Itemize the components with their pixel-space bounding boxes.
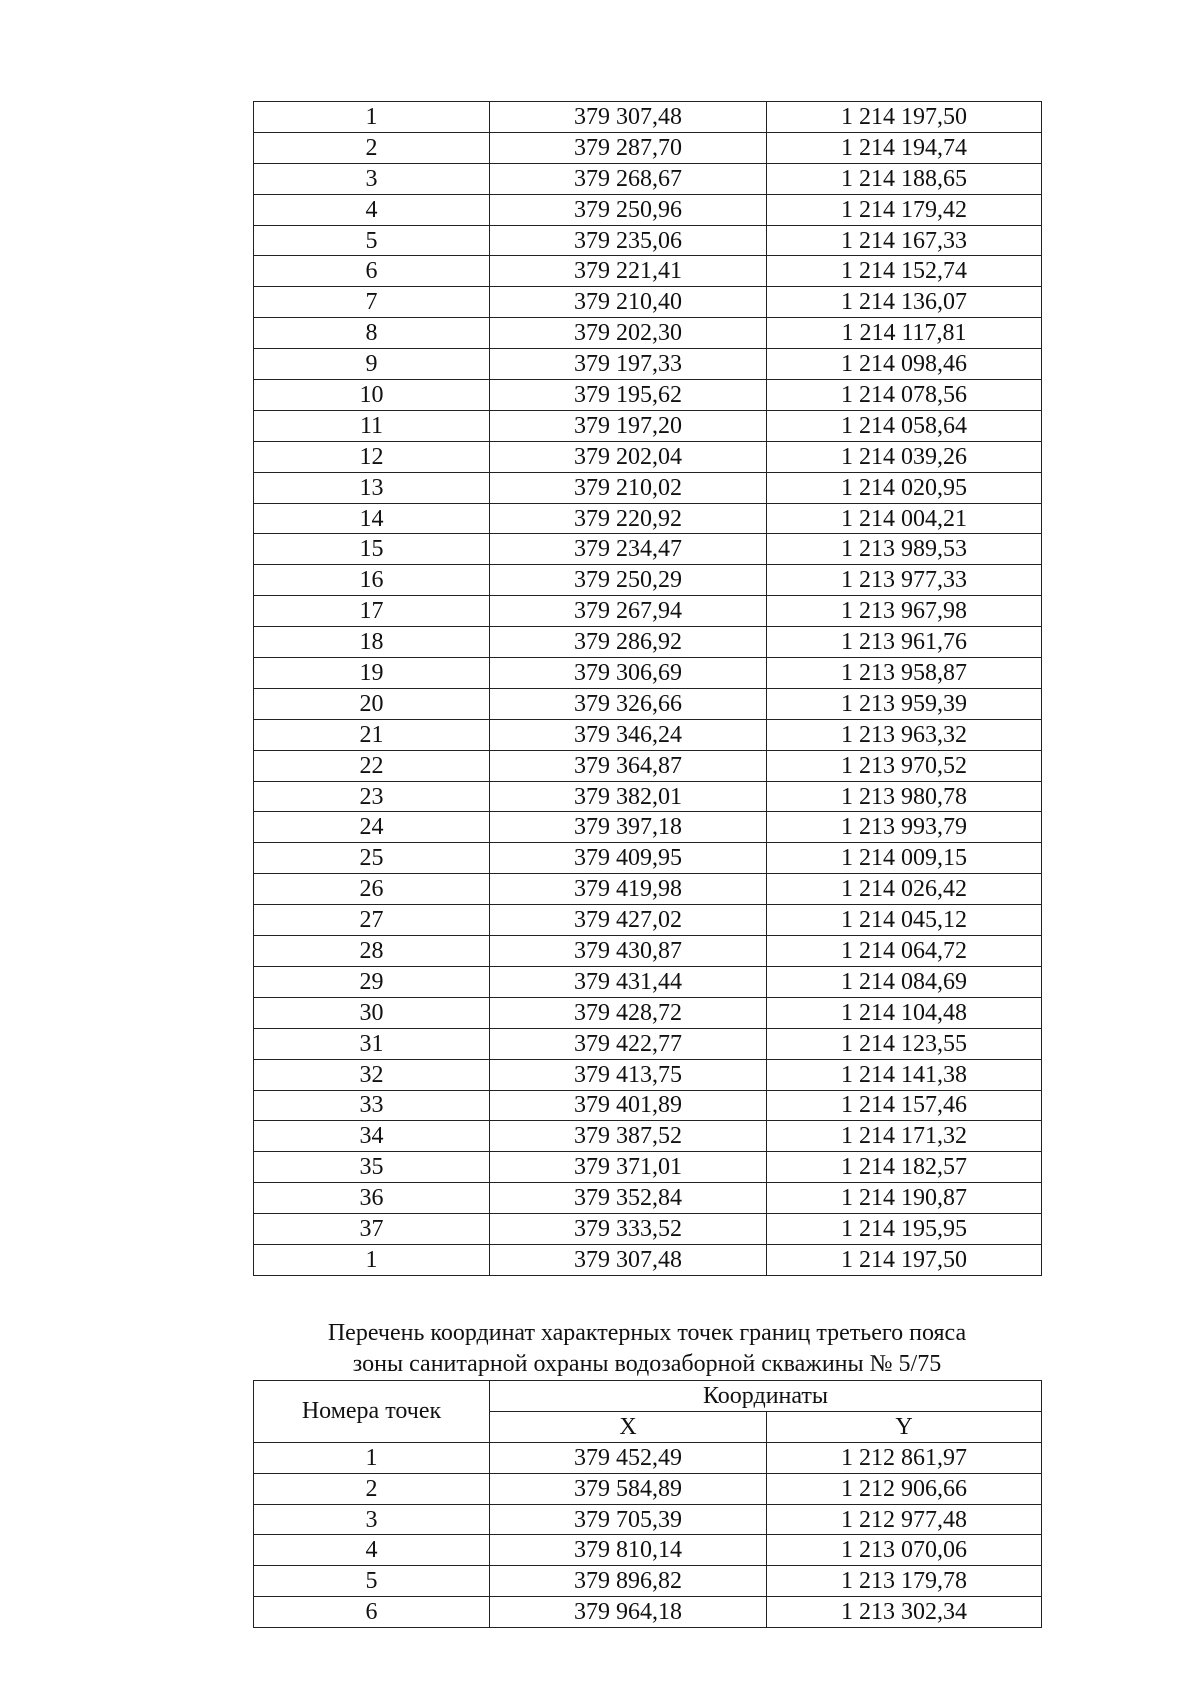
y-header: Y bbox=[767, 1411, 1042, 1442]
coordinates-header: Координаты bbox=[490, 1381, 1042, 1412]
x-header: X bbox=[490, 1411, 767, 1442]
caption-line-2: зоны санитарной охраны водозаборной скважины № 5/75 bbox=[352, 1351, 942, 1377]
table-row bbox=[254, 349, 1042, 380]
x-coordinate-cell: 379 234,47 bbox=[490, 534, 767, 565]
point-number-cell: 22 bbox=[254, 750, 490, 781]
table-row bbox=[254, 1152, 1042, 1183]
x-coordinate-cell: 379 705,39 bbox=[490, 1504, 767, 1535]
table-row bbox=[254, 1183, 1042, 1214]
point-number-cell: 12 bbox=[254, 441, 490, 472]
table-row bbox=[254, 1597, 1042, 1628]
y-coordinate-cell: 1 213 070,06 bbox=[767, 1535, 1042, 1566]
point-number-cell: 37 bbox=[254, 1214, 490, 1245]
table-row bbox=[254, 658, 1042, 689]
x-coordinate-cell: 379 401,89 bbox=[490, 1090, 767, 1121]
table-row bbox=[254, 750, 1042, 781]
x-coordinate-cell: 379 268,67 bbox=[490, 163, 767, 194]
table-row bbox=[254, 503, 1042, 534]
point-number-cell: 29 bbox=[254, 966, 490, 997]
x-coordinate-cell: 379 430,87 bbox=[490, 936, 767, 967]
table-row bbox=[254, 102, 1042, 133]
table-row bbox=[254, 318, 1042, 349]
x-coordinate-cell: 379 413,75 bbox=[490, 1059, 767, 1090]
y-coordinate-cell: 1 214 182,57 bbox=[767, 1152, 1042, 1183]
x-coordinate-cell: 379 428,72 bbox=[490, 997, 767, 1028]
x-coordinate-cell: 379 422,77 bbox=[490, 1028, 767, 1059]
y-coordinate-cell: 1 214 009,15 bbox=[767, 843, 1042, 874]
x-coordinate-cell: 379 364,87 bbox=[490, 750, 767, 781]
table-row bbox=[254, 441, 1042, 472]
x-coordinate-cell: 379 431,44 bbox=[490, 966, 767, 997]
y-coordinate-cell: 1 214 117,81 bbox=[767, 318, 1042, 349]
table-row bbox=[254, 132, 1042, 163]
point-number-cell: 34 bbox=[254, 1121, 490, 1152]
y-coordinate-cell: 1 214 195,95 bbox=[767, 1214, 1042, 1245]
table-row bbox=[254, 225, 1042, 256]
y-coordinate-cell: 1 213 179,78 bbox=[767, 1566, 1042, 1597]
x-coordinate-cell: 379 352,84 bbox=[490, 1183, 767, 1214]
table-row bbox=[254, 596, 1042, 627]
table-row bbox=[254, 163, 1042, 194]
y-coordinate-cell: 1 214 188,65 bbox=[767, 163, 1042, 194]
x-coordinate-cell: 379 195,62 bbox=[490, 380, 767, 411]
x-coordinate-cell: 379 307,48 bbox=[490, 102, 767, 133]
x-coordinate-cell: 379 333,52 bbox=[490, 1214, 767, 1245]
point-number-cell: 16 bbox=[254, 565, 490, 596]
y-coordinate-cell: 1 214 194,74 bbox=[767, 132, 1042, 163]
point-number-cell: 13 bbox=[254, 472, 490, 503]
y-coordinate-cell: 1 213 993,79 bbox=[767, 812, 1042, 843]
y-coordinate-cell: 1 214 026,42 bbox=[767, 874, 1042, 905]
point-number-cell: 7 bbox=[254, 287, 490, 318]
point-number-cell: 30 bbox=[254, 997, 490, 1028]
point-number-cell: 28 bbox=[254, 936, 490, 967]
y-coordinate-cell: 1 214 098,46 bbox=[767, 349, 1042, 380]
table-row bbox=[254, 781, 1042, 812]
point-number-cell: 32 bbox=[254, 1059, 490, 1090]
point-number-cell: 24 bbox=[254, 812, 490, 843]
table-row bbox=[254, 410, 1042, 441]
point-number-cell: 4 bbox=[254, 194, 490, 225]
point-number-cell: 2 bbox=[254, 132, 490, 163]
x-coordinate-cell: 379 235,06 bbox=[490, 225, 767, 256]
point-number-cell: 36 bbox=[254, 1183, 490, 1214]
x-coordinate-cell: 379 306,69 bbox=[490, 658, 767, 689]
point-number-cell: 6 bbox=[254, 1597, 490, 1628]
point-number-cell: 5 bbox=[254, 225, 490, 256]
x-coordinate-cell: 379 202,30 bbox=[490, 318, 767, 349]
y-coordinate-cell: 1 214 152,74 bbox=[767, 256, 1042, 287]
point-number-cell: 17 bbox=[254, 596, 490, 627]
table-row bbox=[254, 1473, 1042, 1504]
table-row bbox=[254, 719, 1042, 750]
y-coordinate-cell: 1 214 064,72 bbox=[767, 936, 1042, 967]
x-coordinate-cell: 379 584,89 bbox=[490, 1473, 767, 1504]
table-row bbox=[254, 1535, 1042, 1566]
point-number-cell: 19 bbox=[254, 658, 490, 689]
y-coordinate-cell: 1 214 004,21 bbox=[767, 503, 1042, 534]
table-row bbox=[254, 1090, 1042, 1121]
table-row bbox=[254, 812, 1042, 843]
point-number-cell: 9 bbox=[254, 349, 490, 380]
x-coordinate-cell: 379 896,82 bbox=[490, 1566, 767, 1597]
point-number-cell: 33 bbox=[254, 1090, 490, 1121]
table-row bbox=[254, 1028, 1042, 1059]
x-coordinate-cell: 379 419,98 bbox=[490, 874, 767, 905]
x-coordinate-cell: 379 267,94 bbox=[490, 596, 767, 627]
table-row bbox=[254, 1214, 1042, 1245]
table-row bbox=[254, 966, 1042, 997]
y-coordinate-cell: 1 214 084,69 bbox=[767, 966, 1042, 997]
y-coordinate-cell: 1 212 861,97 bbox=[767, 1442, 1042, 1473]
y-coordinate-cell: 1 213 967,98 bbox=[767, 596, 1042, 627]
table-row bbox=[254, 380, 1042, 411]
table-row bbox=[254, 565, 1042, 596]
point-number-cell: 27 bbox=[254, 905, 490, 936]
x-coordinate-cell: 379 397,18 bbox=[490, 812, 767, 843]
y-coordinate-cell: 1 212 977,48 bbox=[767, 1504, 1042, 1535]
point-number-cell: 1 bbox=[254, 1244, 490, 1275]
table-row bbox=[254, 256, 1042, 287]
point-number-cell: 8 bbox=[254, 318, 490, 349]
x-coordinate-cell: 379 307,48 bbox=[490, 1244, 767, 1275]
x-coordinate-cell: 379 210,40 bbox=[490, 287, 767, 318]
x-coordinate-cell: 379 287,70 bbox=[490, 132, 767, 163]
y-coordinate-cell: 1 214 020,95 bbox=[767, 472, 1042, 503]
table-row bbox=[254, 1244, 1042, 1275]
table-row bbox=[254, 534, 1042, 565]
table-row bbox=[254, 287, 1042, 318]
y-coordinate-cell: 1 212 906,66 bbox=[767, 1473, 1042, 1504]
y-coordinate-cell: 1 214 179,42 bbox=[767, 194, 1042, 225]
caption-line-1: Перечень координат характерных точек границ третьего пояса bbox=[327, 1320, 967, 1346]
x-coordinate-cell: 379 427,02 bbox=[490, 905, 767, 936]
y-coordinate-cell: 1 214 045,12 bbox=[767, 905, 1042, 936]
point-number-cell: 23 bbox=[254, 781, 490, 812]
point-number-cell: 26 bbox=[254, 874, 490, 905]
table-row bbox=[254, 688, 1042, 719]
x-coordinate-cell: 379 810,14 bbox=[490, 1535, 767, 1566]
x-coordinate-cell: 379 250,96 bbox=[490, 194, 767, 225]
x-coordinate-cell: 379 210,02 bbox=[490, 472, 767, 503]
x-coordinate-cell: 379 202,04 bbox=[490, 441, 767, 472]
point-number-cell: 5 bbox=[254, 1566, 490, 1597]
point-number-cell: 3 bbox=[254, 163, 490, 194]
point-number-cell: 35 bbox=[254, 1152, 490, 1183]
header-row bbox=[254, 1381, 1042, 1412]
y-coordinate-cell: 1 213 977,33 bbox=[767, 565, 1042, 596]
table-body bbox=[254, 102, 1042, 1276]
y-coordinate-cell: 1 213 302,34 bbox=[767, 1597, 1042, 1628]
point-number-cell: 14 bbox=[254, 503, 490, 534]
point-number-cell: 2 bbox=[254, 1473, 490, 1504]
x-coordinate-cell: 379 387,52 bbox=[490, 1121, 767, 1152]
y-coordinate-cell: 1 214 197,50 bbox=[767, 1244, 1042, 1275]
table-row bbox=[254, 627, 1042, 658]
x-coordinate-cell: 379 964,18 bbox=[490, 1597, 767, 1628]
point-number-cell: 31 bbox=[254, 1028, 490, 1059]
x-coordinate-cell: 379 221,41 bbox=[490, 256, 767, 287]
y-coordinate-cell: 1 214 167,33 bbox=[767, 225, 1042, 256]
x-coordinate-cell: 379 197,33 bbox=[490, 349, 767, 380]
table-row bbox=[254, 936, 1042, 967]
y-coordinate-cell: 1 214 197,50 bbox=[767, 102, 1042, 133]
y-coordinate-cell: 1 213 989,53 bbox=[767, 534, 1042, 565]
point-number-cell: 21 bbox=[254, 719, 490, 750]
table-caption bbox=[253, 1318, 1041, 1380]
y-coordinate-cell: 1 214 058,64 bbox=[767, 410, 1042, 441]
coordinates-table-zone-2 bbox=[253, 101, 1042, 1276]
point-number-cell: 20 bbox=[254, 688, 490, 719]
x-coordinate-cell: 379 326,66 bbox=[490, 688, 767, 719]
table-row bbox=[254, 1442, 1042, 1473]
table-row bbox=[254, 997, 1042, 1028]
x-coordinate-cell: 379 409,95 bbox=[490, 843, 767, 874]
point-number-cell: 1 bbox=[254, 102, 490, 133]
table-body bbox=[254, 1442, 1042, 1627]
table-row bbox=[254, 1504, 1042, 1535]
x-coordinate-cell: 379 220,92 bbox=[490, 503, 767, 534]
table-row bbox=[254, 1121, 1042, 1152]
x-coordinate-cell: 379 452,49 bbox=[490, 1442, 767, 1473]
table-row bbox=[254, 1059, 1042, 1090]
table-row bbox=[254, 472, 1042, 503]
y-coordinate-cell: 1 214 141,38 bbox=[767, 1059, 1042, 1090]
point-number-cell: 4 bbox=[254, 1535, 490, 1566]
y-coordinate-cell: 1 214 039,26 bbox=[767, 441, 1042, 472]
point-number-cell: 25 bbox=[254, 843, 490, 874]
point-number-cell: 11 bbox=[254, 410, 490, 441]
x-coordinate-cell: 379 371,01 bbox=[490, 1152, 767, 1183]
point-number-cell: 10 bbox=[254, 380, 490, 411]
y-coordinate-cell: 1 214 104,48 bbox=[767, 997, 1042, 1028]
point-number-cell: 18 bbox=[254, 627, 490, 658]
table-row bbox=[254, 905, 1042, 936]
y-coordinate-cell: 1 213 963,32 bbox=[767, 719, 1042, 750]
y-coordinate-cell: 1 214 190,87 bbox=[767, 1183, 1042, 1214]
y-coordinate-cell: 1 213 959,39 bbox=[767, 688, 1042, 719]
point-number-cell: 1 bbox=[254, 1442, 490, 1473]
point-number-cell: 15 bbox=[254, 534, 490, 565]
y-coordinate-cell: 1 213 980,78 bbox=[767, 781, 1042, 812]
table-row bbox=[254, 874, 1042, 905]
y-coordinate-cell: 1 214 157,46 bbox=[767, 1090, 1042, 1121]
x-coordinate-cell: 379 286,92 bbox=[490, 627, 767, 658]
x-coordinate-cell: 379 250,29 bbox=[490, 565, 767, 596]
y-coordinate-cell: 1 213 970,52 bbox=[767, 750, 1042, 781]
table-row bbox=[254, 843, 1042, 874]
y-coordinate-cell: 1 214 078,56 bbox=[767, 380, 1042, 411]
point-number-cell: 3 bbox=[254, 1504, 490, 1535]
table-row bbox=[254, 194, 1042, 225]
y-coordinate-cell: 1 214 136,07 bbox=[767, 287, 1042, 318]
table-row bbox=[254, 1566, 1042, 1597]
points-header: Номера точек bbox=[254, 1381, 490, 1443]
point-number-cell: 6 bbox=[254, 256, 490, 287]
x-coordinate-cell: 379 197,20 bbox=[490, 410, 767, 441]
y-coordinate-cell: 1 214 171,32 bbox=[767, 1121, 1042, 1152]
y-coordinate-cell: 1 213 961,76 bbox=[767, 627, 1042, 658]
y-coordinate-cell: 1 213 958,87 bbox=[767, 658, 1042, 689]
x-coordinate-cell: 379 346,24 bbox=[490, 719, 767, 750]
y-coordinate-cell: 1 214 123,55 bbox=[767, 1028, 1042, 1059]
x-coordinate-cell: 379 382,01 bbox=[490, 781, 767, 812]
table-header bbox=[254, 1381, 1042, 1443]
coordinates-table-zone-3 bbox=[253, 1380, 1042, 1628]
